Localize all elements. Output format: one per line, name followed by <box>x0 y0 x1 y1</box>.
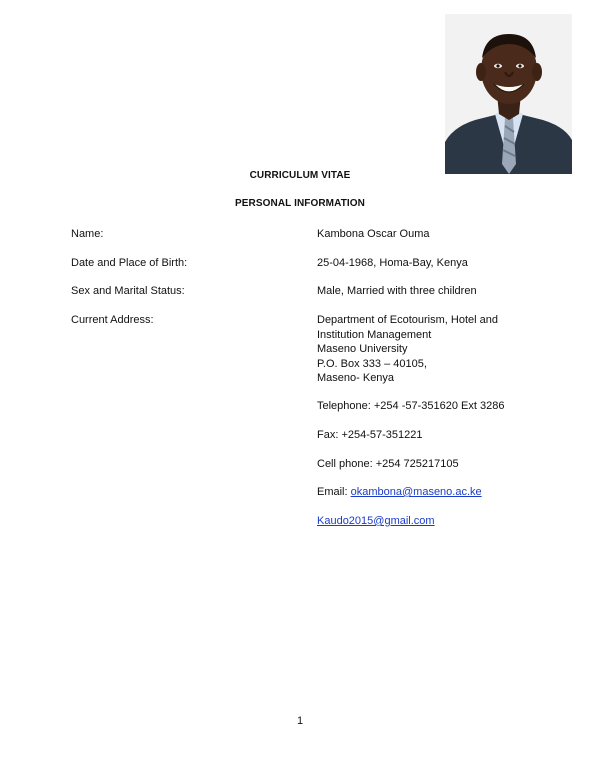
address-line: Department of Ecotourism, Hotel and <box>317 314 498 326</box>
email-row <box>317 485 482 500</box>
telephone: Telephone: +254 -57-351620 Ext 3286 <box>317 400 505 412</box>
page-number: 1 <box>296 715 304 727</box>
section-title-personal-information: PERSONAL INFORMATION <box>235 198 365 209</box>
email-label: Email: <box>317 486 351 498</box>
portrait-photo <box>445 14 572 174</box>
portrait-icon <box>445 14 572 174</box>
dob-label: Date and Place of Birth: <box>71 257 188 269</box>
name-value: Kambona Oscar Ouma <box>317 228 430 240</box>
sex-marital-label: Sex and Marital Status: <box>71 285 185 297</box>
name-row <box>71 227 531 242</box>
dob-row <box>71 256 531 271</box>
email-secondary-row <box>317 514 435 529</box>
fax: Fax: +254-57-351221 <box>317 429 423 441</box>
dob-value: 25-04-1968, Homa-Bay, Kenya <box>317 257 468 269</box>
address-line: Maseno University <box>317 343 408 355</box>
address-value <box>317 313 531 386</box>
email-primary-link[interactable]: okambona@maseno.ac.ke <box>350 486 482 498</box>
address-row <box>71 313 531 386</box>
name-label: Name: <box>71 228 104 240</box>
cv-title: CURRICULUM VITAE <box>249 170 351 181</box>
email-secondary-link[interactable]: Kaudo2015@gmail.com <box>317 515 435 527</box>
address-label: Current Address: <box>71 314 154 326</box>
sex-marital-row <box>71 284 531 299</box>
address-line: Institution Management <box>317 328 432 341</box>
address-line: P.O. Box 333 – 40105, <box>317 357 427 370</box>
address-line: Maseno- Kenya <box>317 372 395 384</box>
sex-marital-value: Male, Married with three children <box>317 285 477 297</box>
cell-phone: Cell phone: +254 725217105 <box>317 458 459 470</box>
